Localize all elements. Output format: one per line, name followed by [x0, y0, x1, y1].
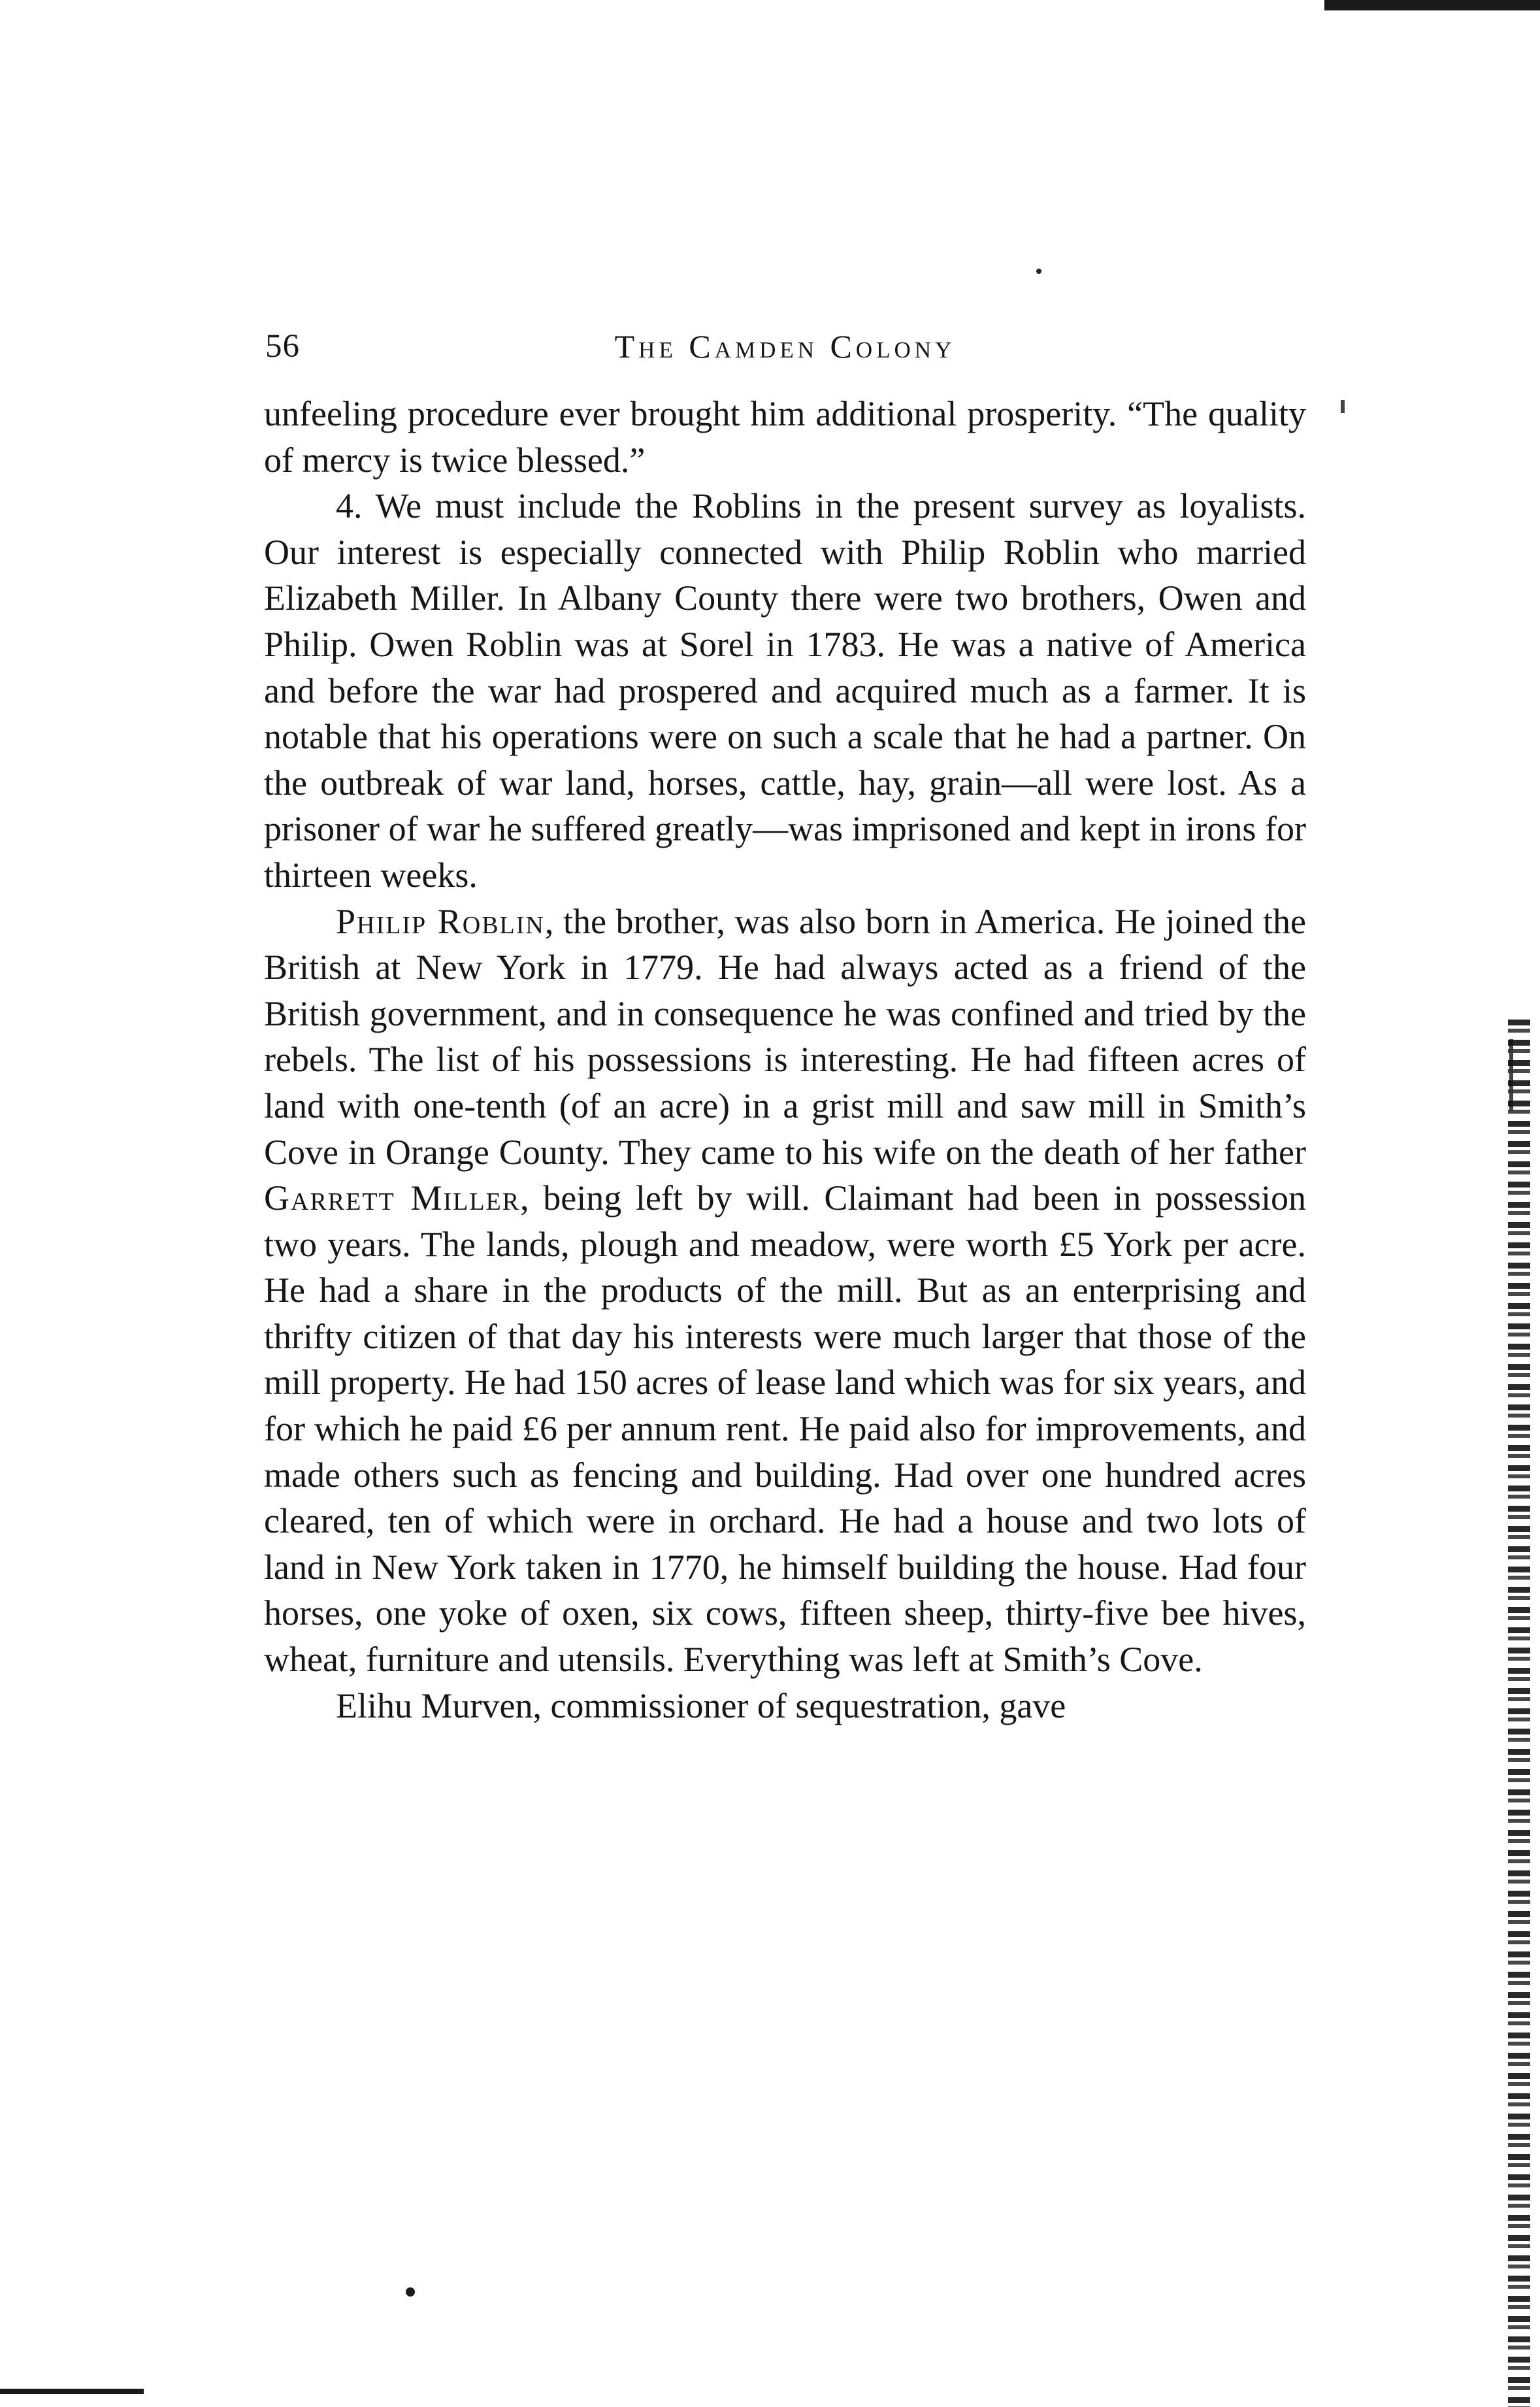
name-small-caps: Philip Roblin	[336, 901, 545, 941]
text-run: , the brother, was also born in America. He joined the British at New York in 1779. He had always acted as a friend of the British government, and in consequence he was confined and tried by the rebels. The list of his possessions is interesting. He had fifteen acres of land with one-tenth (of an acre) in a grist mill and saw mill in Smith’s Cove in Orange County. They came to his wife on the death of her father	[264, 901, 1306, 1172]
speck-mark	[406, 2287, 415, 2297]
running-head: The Camden Colony	[614, 328, 956, 365]
text-run: , being left by will. Claimant had been in possession two years. The lands, plough and meadow, were worth £5 York per acre. He had a share in the products of the mill. But as an enterprising and thrifty citizen of that day his interests were much larger that those of the mill property. He had 150 acres of lease land which was for six years, and for which he paid £6 per annum rent. He paid also for improvements, and made others such as fencing and building. Had over one hundred acres cleared, ten of which were in orchard. He had a house and two lots of land in New York taken in 1770, he himself building the house. Had four horses, one yoke of oxen, six cows, fifteen sheep, thirty-five bee hives, wheat, furniture and utensils. Everything was left at Smith’s Cove.	[264, 1178, 1306, 1680]
page-number: 56	[265, 328, 300, 365]
bottom-edge-rule	[0, 2389, 144, 2394]
text-run: unfeeling procedure ever brought him additional prosperity. “The quality of mercy is twice blessed.”	[264, 394, 1306, 480]
paragraph-continuation	[264, 391, 1306, 483]
body-text	[264, 391, 1306, 1729]
paragraph-elihu-murven	[264, 1683, 1306, 1729]
top-edge-rule	[1324, 0, 1540, 10]
binding-gutter-shadow	[1508, 1020, 1530, 2407]
text-run: 4. We must include the Roblins in the present survey as loyalists. Our interest is especially connected with Philip Roblin who married Elizabeth Miller. In Albany County there were two brothers, Owen and Philip. Owen Roblin was at Sorel in 1783. He was a native of America and before the war had prospered and acquired much as a farmer. It is notable that his operations were on such a scale that he had a partner. On the outbreak of war land, horses, cattle, hay, grain—all were lost. As a prisoner of war he suffered greatly—was imprisoned and kept in irons for thirteen weeks.	[264, 486, 1306, 895]
page-header	[264, 314, 1306, 366]
speck-mark	[1036, 269, 1041, 274]
name-small-caps: Garrett Miller	[264, 1178, 521, 1218]
paragraph-philip-roblin	[264, 899, 1306, 1683]
text-run: Elihu Murven, commissioner of sequestration, gave	[336, 1685, 1066, 1725]
paragraph-roblins	[264, 483, 1306, 898]
margin-speck	[1341, 400, 1345, 413]
book-page	[264, 314, 1306, 1729]
